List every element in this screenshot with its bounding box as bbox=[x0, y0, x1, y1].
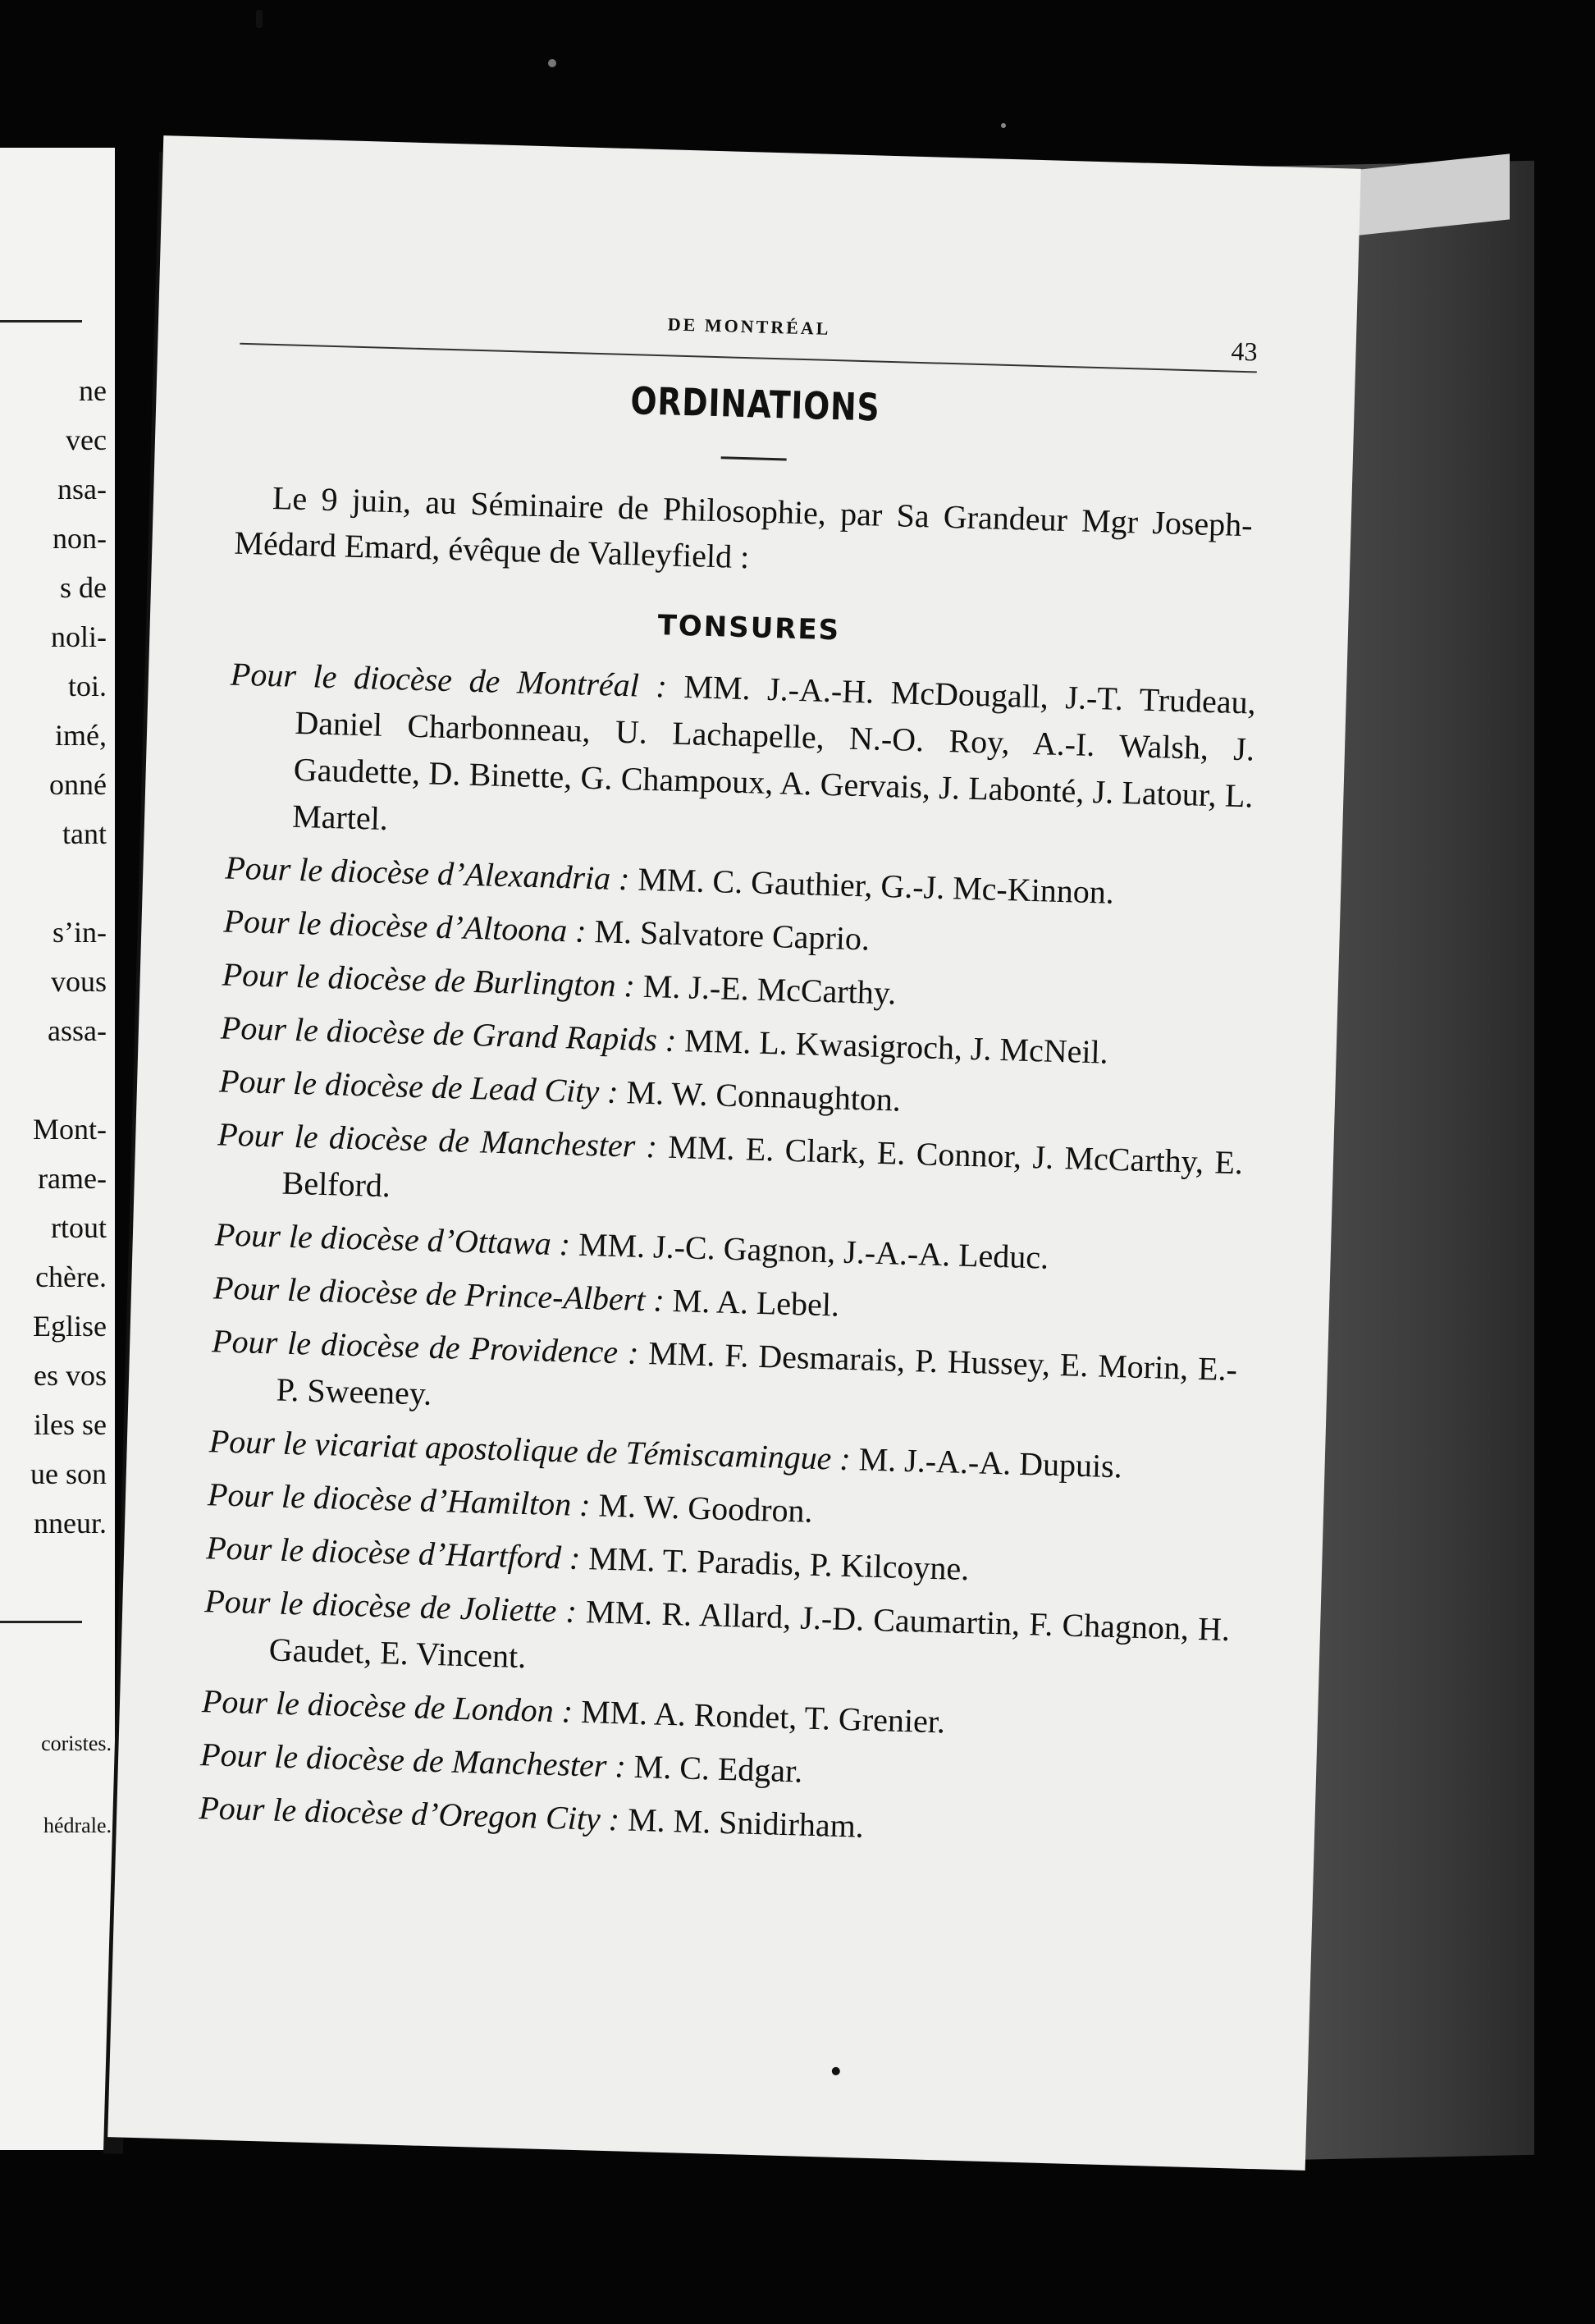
ordinand-names: MM. J.-A.-H. McDougall, J.-T. Trudeau, Daniel Charbonneau, U. Lachapelle, N.-O. Roy, A.-I. Walsh, J. Gaudette, D. Binette, G. Champoux, A. Gervais, J. Labonté, J. Latour, L. Martel. bbox=[291, 668, 1257, 838]
left-page-fragment: coristes. bbox=[41, 1732, 112, 1755]
left-page-fragment: tant bbox=[62, 817, 107, 850]
left-page-fragment: rame- bbox=[38, 1162, 107, 1195]
left-page-rule bbox=[0, 320, 82, 323]
left-page-fragment: ne bbox=[79, 374, 107, 407]
diocese-name: Pour le diocèse de Manchester : bbox=[199, 1736, 627, 1785]
ordination-entry bbox=[226, 651, 1256, 867]
ordinand-names: M. J.-A.-A. Dupuis. bbox=[858, 1440, 1123, 1485]
speck bbox=[548, 59, 556, 67]
ordinand-names: M. M. Snidirham. bbox=[627, 1800, 865, 1845]
diocese-name: Pour le diocèse de Grand Rapids : bbox=[220, 1009, 677, 1059]
left-page-fragment: Eglise bbox=[33, 1310, 107, 1343]
diocese-name: Pour le diocèse de Prince-Albert : bbox=[213, 1269, 665, 1319]
left-page-fragment: imé, bbox=[55, 719, 107, 752]
left-page-fragment: s de bbox=[60, 571, 107, 604]
ordinand-names: M. A. Lebel. bbox=[672, 1281, 840, 1324]
diocese-name: Pour le vicariat apostolique de Témiscamingue : bbox=[208, 1422, 852, 1478]
running-head-title: DE MONTRÉAL bbox=[667, 313, 831, 339]
left-page-fragment: nneur. bbox=[34, 1507, 107, 1539]
ordinand-names: MM. T. Paradis, P. Kilcoyne. bbox=[587, 1539, 970, 1588]
intro-paragraph: Le 9 juin, au Séminaire de Philosophie, par Sa Grandeur Mgr Joseph-Médard Emard, évêque de Valleyfield : bbox=[233, 478, 1254, 576]
ordinand-names: M. J.-E. McCarthy. bbox=[642, 967, 897, 1012]
diocese-name: Pour le diocèse de London : bbox=[201, 1682, 574, 1730]
running-head bbox=[240, 294, 1258, 373]
ordinand-names: M. W. Connaughton. bbox=[625, 1073, 902, 1119]
left-page-fragment: es vos bbox=[34, 1359, 107, 1392]
ordinand-names: MM. F. Desmarais, P. Hussey, E. Morin, E.-P. Sweeney. bbox=[276, 1334, 1238, 1412]
speck bbox=[256, 10, 263, 28]
speck bbox=[1001, 123, 1006, 128]
diocese-name: Pour le diocèse de Lead City : bbox=[218, 1062, 619, 1111]
ordinand-names: MM. A. Rondet, T. Grenier. bbox=[580, 1693, 946, 1741]
diocese-name: Pour le diocèse d’Hartford : bbox=[205, 1529, 581, 1576]
ordinand-names: MM. E. Clark, E. Connor, J. McCarthy, E. Belford. bbox=[281, 1128, 1244, 1205]
left-page-fragment: ue son bbox=[30, 1457, 107, 1490]
left-page-fragment: hédrale. bbox=[43, 1814, 112, 1837]
left-page-fragment: onné bbox=[49, 768, 107, 801]
ordinand-names: MM. J.-C. Gagnon, J.-A.-A. Leduc. bbox=[578, 1225, 1049, 1276]
heading-rule bbox=[721, 456, 787, 460]
left-page-fragment: iles se bbox=[34, 1408, 107, 1441]
ordinand-names: M. W. Goodron. bbox=[597, 1486, 814, 1530]
diocese-name: Pour le diocèse de Montréal : bbox=[230, 655, 668, 705]
ordinand-names: MM. R. Allard, J.-D. Caumartin, F. Chagnon, H. Gaudet, E. Vincent. bbox=[268, 1593, 1231, 1676]
diocese-name: Pour le diocèse de Burlington : bbox=[222, 955, 636, 1004]
left-page-rule bbox=[0, 1621, 82, 1623]
subheading-tonsures: TONSURES bbox=[657, 609, 841, 647]
ordinand-names: M. C. Edgar. bbox=[633, 1747, 803, 1790]
section-heading: ORDINATIONS bbox=[629, 378, 881, 430]
diocese-name: Pour le diocèse d’Altoona : bbox=[223, 902, 587, 949]
diocese-name: Pour le diocèse d’Hamilton : bbox=[207, 1475, 592, 1524]
left-page-fragment: toi. bbox=[67, 670, 107, 702]
left-page-edge bbox=[0, 148, 115, 2150]
ordinand-names: MM. C. Gauthier, G.-J. Mc-Kinnon. bbox=[637, 860, 1115, 911]
book-page bbox=[107, 135, 1361, 2171]
left-page-fragment: chère. bbox=[35, 1260, 107, 1293]
left-page-fragment: rtout bbox=[51, 1211, 107, 1244]
diocese-name: Pour le diocèse de Joliette : bbox=[203, 1582, 578, 1630]
left-page-fragment: nsa- bbox=[57, 473, 107, 506]
diocese-name: Pour le diocèse d’Alexandria : bbox=[224, 849, 631, 898]
ordination-list bbox=[198, 651, 1256, 1866]
diocese-name: Pour le diocèse d’Oregon City : bbox=[198, 1789, 620, 1838]
speck bbox=[832, 2067, 840, 2075]
left-page-fragment: s’in- bbox=[53, 916, 107, 949]
left-page-fragment: vec bbox=[66, 423, 107, 456]
left-page-fragment: assa- bbox=[48, 1014, 107, 1047]
diocese-name: Pour le diocèse de Providence : bbox=[211, 1322, 640, 1371]
diocese-name: Pour le diocèse de Manchester : bbox=[217, 1115, 658, 1165]
left-page-fragment: non- bbox=[53, 522, 107, 555]
ordinand-names: M. Salvatore Caprio. bbox=[593, 913, 871, 958]
left-page-fragment: vous bbox=[50, 965, 107, 998]
left-page-fragment: noli- bbox=[51, 620, 107, 653]
left-page-fragment: Mont- bbox=[33, 1113, 107, 1146]
page-number: 43 bbox=[1231, 336, 1259, 367]
ordinand-names: MM. L. Kwasigroch, J. McNeil. bbox=[683, 1022, 1109, 1071]
diocese-name: Pour le diocèse d’Ottawa : bbox=[214, 1215, 571, 1263]
